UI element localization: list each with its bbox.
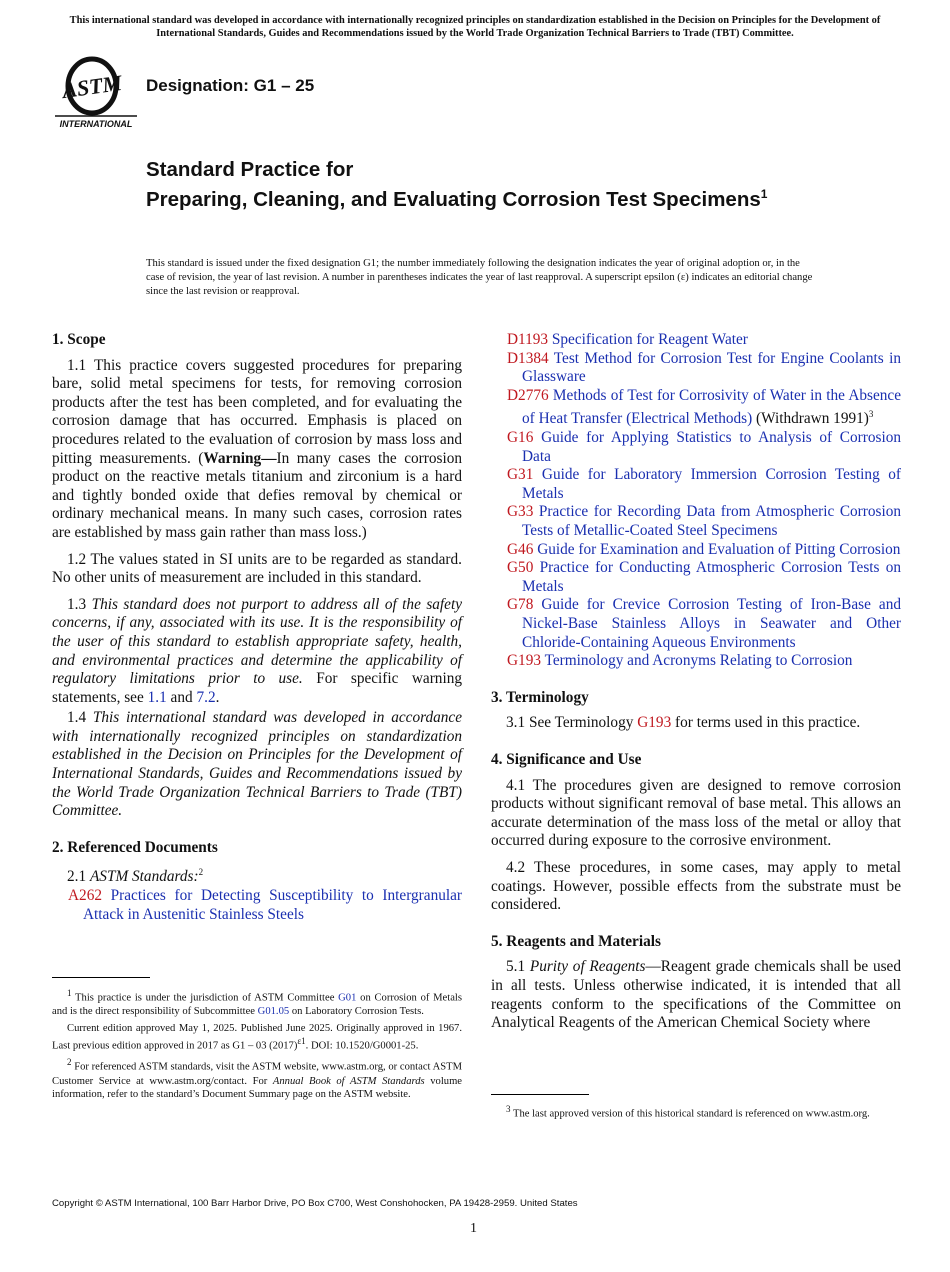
title-line-1: Standard Practice for: [146, 158, 354, 181]
reference-code-link[interactable]: G16: [507, 429, 534, 447]
reference-code-link[interactable]: G78: [507, 596, 534, 614]
astm-standards-label: 2.1 ASTM Standards:$^2$: [67, 867, 204, 886]
reference-title-link[interactable]: Methods of Test for Corrosivity of Water in the Absence of Heat Transfer (Electrical Methods): [522, 386, 901, 428]
reference-title-link[interactable]: Test Method for Corrosion Test for Engine Coolants in Glassware: [522, 349, 901, 386]
reference-title-link[interactable]: Guide for Examination and Evaluation of Pitting Corrosion: [537, 540, 901, 558]
reagents-heading: 5. Reagents and Materials: [491, 932, 661, 950]
link-7-2[interactable]: 7.2: [196, 688, 216, 706]
scope-p3: 1.3 This standard does not purport to address all of the safety concerns, if any, associated with its use. It is the responsibility of the user of this standard to establish appropriate safety, health, and environmental practices and determine the applicability of regulatory limitations prior to use. For specific warning statements, see 1.1 and 7.2.: [52, 595, 463, 706]
reference-title-link[interactable]: Guide for Crevice Corrosion Testing of Iron-Base and Nickel-Base Stainless Alloys in Seawater and Other Chloride-Containing Aqueous Environments: [522, 596, 901, 651]
referenced-heading: 2. Referenced Documents: [52, 838, 218, 856]
reference-title-link[interactable]: Practice for Recording Data from Atmospheric Corrosion Tests of Metallic-Coated Steel Specimens: [522, 503, 902, 540]
footnote-2: $^2$ For referenced ASTM standards, visit the ASTM website, www.astm.org, or contact ASTM Customer Service at www.astm.org/contact. For Annual Book of ASTM Standards volume information, refer to the standard’s Document Summary page on the ASTM website.: [52, 1057, 463, 1101]
reference-code-link[interactable]: D2776: [507, 386, 549, 404]
reference-note: (Withdrawn 1991): [752, 410, 869, 428]
reference-item: [52, 887, 462, 924]
logo-caption: INTERNATIONAL: [59, 119, 133, 129]
terminology-p1: 3.1 See Terminology G193 for terms used in this practice.: [506, 714, 861, 732]
copyright: Copyright © ASTM International, 100 Barr Harbor Drive, PO Box C700, West Conshohocken, PA 19428-2959. United States: [52, 1198, 578, 1209]
footnote-rule-left: [52, 977, 150, 978]
reference-code-link[interactable]: D1384: [507, 349, 549, 367]
scope-p1: 1.1 This practice covers suggested procedures for preparing bare, solid metal specimens for tests, for removing corrosion products after the test has been completed, and for evaluating the corrosion damage that has occurred. Emphasis is placed on procedures related to the evaluation of corrosion by mass loss and pitting measurements. (Warning—In many cases the corrosion product on the reactive metals titanium and zirconium is a hard and tightly bonded oxide that defies removal by chemical or ordinary mechanical means. In many such cases, corrosion rates are established by mass gain rather than mass loss.): [52, 356, 463, 541]
reference-title-link[interactable]: Guide for Applying Statistics to Analysis of Corrosion Data: [522, 429, 901, 465]
reference-title-link[interactable]: Practice for Conducting Atmospheric Corrosion Tests on Metals: [522, 559, 902, 595]
reference-footnote-mark: 3: [868, 409, 874, 420]
reference-item: [491, 541, 901, 560]
significance-heading: 4. Significance and Use: [491, 750, 642, 768]
link-g01[interactable]: G01: [338, 992, 357, 1004]
reagents-p1: 5.1 Purity of Reagents—Reagent grade chemicals shall be used in all tests. Unless otherwise indicated, it is intended that all reagents conform to the specifications of the Committee on Analytical Reagents of the American Chemical Society where: [491, 958, 901, 1032]
scope-heading: 1. Scope: [52, 331, 106, 348]
reference-item: [491, 429, 901, 466]
footnote-1: $^1$ This practice is under the jurisdiction of ASTM Committee G01 on Corrosion of Metals and is the direct responsibility of Subcommittee G01.05 on Laboratory Corrosion Tests.: [52, 988, 462, 1018]
reference-item: [491, 596, 901, 652]
designation: Designation: G1 – 25: [146, 76, 315, 95]
title-footnote-mark: 1: [760, 187, 768, 201]
reference-title-link[interactable]: Specification for Reagent Water: [551, 331, 748, 348]
terminology-heading: 3. Terminology: [491, 688, 589, 706]
reference-item: [491, 331, 901, 350]
page-title: [146, 158, 846, 212]
reference-code-link[interactable]: G50: [507, 559, 534, 577]
astm-logo: [55, 56, 137, 132]
link-g193[interactable]: G193: [637, 714, 672, 732]
reference-title-link[interactable]: Guide for Laboratory Immersion Corrosion Testing of Metals: [522, 466, 901, 502]
significance-p2: 4.2 These procedures, in some cases, may apply to metal coatings. However, possible effects from the substrate must be considered.: [491, 858, 901, 914]
reference-item: [491, 387, 901, 429]
title-line-2: Preparing, Cleaning, and Evaluating Corrosion Test Specimens$^1$: [146, 187, 768, 211]
reference-code-link[interactable]: G193: [507, 652, 541, 670]
issued-note: This standard is issued under the fixed designation G1; the number immediately following the designation indicates the year of original adoption or, in the case of revision, the year of last revision. A number in parentheses indicates the year of last reapproval. A superscript epsilon (ε) indicates an editorial change since the last revision or reapproval.: [146, 258, 813, 297]
reference-code-link[interactable]: D1193: [507, 331, 549, 348]
scope-p4: 1.4 This international standard was developed in accordance with internationally recognized principles on standardization established in the Decision on Principles for the Development of International Standards, Guides and Recommendations issued by the World Trade Organization Technical Barriers to Trade (TBT) Committee.: [52, 709, 462, 820]
reference-item: [491, 350, 901, 387]
reference-code-link[interactable]: A262: [68, 887, 102, 905]
footnote-3: $^3$ The last approved version of this historical standard is referenced on www.astm.org.: [506, 1104, 870, 1120]
reference-title-link[interactable]: Terminology and Acronyms Relating to Corrosion: [544, 652, 853, 670]
reference-code-link[interactable]: G33: [507, 503, 534, 521]
significance-p1: 4.1 The procedures given are designed to remove corrosion products without significant removal of base metal. This allows an accurate determination of the mass loss of the metal or alloy that occurred during exposure to the corrosive environment.: [491, 776, 901, 850]
footnote-rule-right: [491, 1094, 589, 1095]
right-column: [491, 331, 901, 1033]
reference-item: [491, 503, 901, 540]
scope-p2: 1.2 The values stated in SI units are to be regarded as standard. No other units of measurement are included in this standard.: [52, 550, 462, 587]
svg-text:ASTM: ASTM: [60, 69, 124, 104]
link-1-1[interactable]: 1.1: [147, 688, 167, 706]
page-number: 1: [470, 1221, 477, 1236]
reference-code-link[interactable]: G46: [507, 540, 534, 558]
reference-item: [491, 652, 901, 671]
reference-item: [491, 466, 901, 503]
link-g01-05[interactable]: G01.05: [257, 1006, 290, 1018]
footnotes-left: [52, 987, 462, 1102]
reference-code-link[interactable]: G31: [507, 466, 534, 484]
reference-title-link[interactable]: Practices for Detecting Susceptibility to Intergranular Attack in Austenitic Stainless Steels: [83, 887, 462, 923]
reference-item: [491, 559, 901, 596]
footnote-edition: Current edition approved May 1, 2025. Published June 2025. Originally approved in 1967. Last previous edition approved in 2017 as G1 – 03 $(2017)^{\varepsilon 1}$. DOI: 10.1520/G0001-25.: [52, 1022, 462, 1052]
left-column: [52, 331, 462, 924]
standards-banner: This international standard was developed in accordance with internationally recognized principles on standardization established in the Decision on Principles for the Development of International Standards, Guides and Recommendations issued by the World Trade Organization Technical Barriers to Trade (TBT) Committee.: [69, 15, 881, 39]
